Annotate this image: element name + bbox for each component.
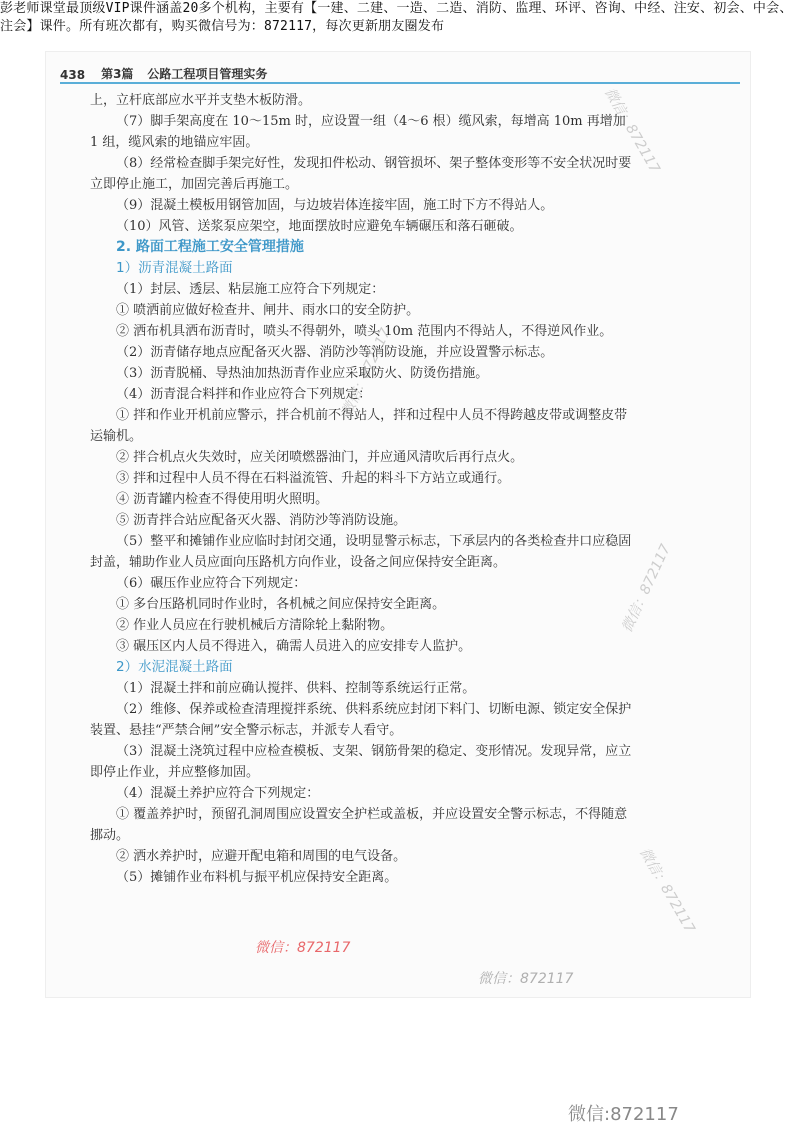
paragraph: （2）沥青储存地点应配备灭火器、消防沙等消防设施，并应设置警示标志。 bbox=[116, 345, 554, 360]
watermark-red: 微信：872117 bbox=[255, 940, 351, 956]
section-heading: 2. 路面工程施工安全管理措施 bbox=[116, 239, 304, 255]
section-heading: 2）水泥混凝土路面 bbox=[116, 659, 233, 675]
paragraph: （4）沥青混合料拌和作业应符合下列规定： bbox=[116, 387, 372, 402]
paragraph: （5）整平和摊铺作业应临时封闭交通，设明显警示标志，下承层内的各类检查井口应稳固封盖，辅助作业人员应面向压路机方向作业，设备之间应保持安全距离。 bbox=[90, 534, 632, 570]
paragraph: ③ 碾压区内人员不得进入，确需人员进入的应安排专人监护。 bbox=[116, 639, 472, 654]
paragraph: ② 作业人员应在行驶机械后方清除轮上黏附物。 bbox=[116, 618, 394, 633]
section-title: 公路工程项目管理实务 bbox=[147, 67, 268, 81]
paragraph: （5）摊铺作业布料机与振平机应保持安全距离。 bbox=[116, 870, 398, 885]
paragraph: ② 洒水养护时，应避开配电箱和周围的电气设备。 bbox=[116, 849, 407, 864]
section-label: 第3篇 bbox=[101, 67, 134, 81]
paragraph: （6）碾压作业应符合下列规定： bbox=[116, 576, 307, 591]
paragraph: ② 洒布机具洒布沥青时，喷头不得朝外，喷头 10m 范围内不得站人，不得逆风作业。 bbox=[116, 324, 613, 339]
paragraph: （1）封层、透层、粘层施工应符合下列规定： bbox=[116, 282, 385, 297]
paragraph: （1）混凝土拌和前应确认搅拌、供料、控制等系统运行正常。 bbox=[116, 681, 476, 696]
paragraph: （9）混凝土模板用钢管加固，与边坡岩体连接牢固，施工时下方不得站人。 bbox=[116, 198, 554, 213]
section-heading: 1）沥青混凝土路面 bbox=[116, 260, 233, 276]
watermark-bottom: 微信:872117 bbox=[568, 1104, 679, 1125]
paragraph: （7）脚手架高度在 10～15m 时，应设置一组（4～6 根）缆风索，每增高 10m 再增加 1 组，缆风索的地锚应牢固。 bbox=[90, 114, 626, 150]
paragraph: ① 拌和作业开机前应警示，拌合机前不得站人，拌和过程中人员不得跨越皮带或调整皮带运输机。 bbox=[90, 408, 628, 444]
paragraph: （3）沥青脱桶、导热油加热沥青作业应采取防火、防烫伤措施。 bbox=[116, 366, 489, 381]
watermark-faint: 微信：872117 bbox=[619, 541, 675, 636]
watermark-gray: 微信：872117 bbox=[478, 971, 574, 987]
promo-banner: 彭老师课堂最顶级VIP课件涵盖20多个机构，主要有【一建、二建、一造、二造、消防、监理、环评、咨询、中经、注安、初会、中会、注会】课件。所有班次都有，购买微信号为：872117，每次更新朋友圈发布 bbox=[0, 1, 793, 34]
paragraph: （3）混凝土浇筑过程中应检查模板、支架、钢筋骨架的稳定、变形情况。发现异常，应立即停止作业，并应整修加固。 bbox=[90, 744, 632, 780]
page-body bbox=[90, 90, 635, 888]
watermark-faint: 微信：872117 bbox=[601, 85, 663, 176]
header-rule bbox=[60, 82, 740, 84]
paragraph: ① 覆盖养护时，预留孔洞周围应设置安全护栏或盖板，并应设置安全警示标志，不得随意挪动。 bbox=[90, 807, 628, 843]
paragraph: （2）维修、保养或检查清理搅拌系统、供料系统应封闭下料门、切断电源、锁定安全保护装置、悬挂“严禁合闸”安全警示标志，并派专人看守。 bbox=[90, 702, 632, 738]
paragraph: （10）风管、送浆泵应架空，地面摆放时应避免车辆碾压和落石砸破。 bbox=[116, 219, 523, 234]
paragraph: ⑤ 沥青拌合站应配备灭火器、消防沙等消防设施。 bbox=[116, 513, 407, 528]
paragraph: （8）经常检查脚手架完好性，发现扣件松动、钢管损坏、架子整体变形等不安全状况时要立即停止施工，加固完善后再施工。 bbox=[90, 156, 632, 192]
paragraph: ① 喷洒前应做好检查井、闸井、雨水口的安全防护。 bbox=[116, 303, 420, 318]
paragraph: （4）混凝土养护应符合下列规定： bbox=[116, 786, 320, 801]
paragraph: 上，立杆底部应水平并支垫木板防滑。 bbox=[90, 93, 312, 108]
paragraph: ③ 拌和过程中人员不得在石料溢流管、升起的料斗下方站立或通行。 bbox=[116, 471, 511, 486]
page-header bbox=[60, 58, 740, 82]
paragraph: ① 多台压路机同时作业时，各机械之间应保持安全距离。 bbox=[116, 597, 446, 612]
watermark-faint: 微信：872117 bbox=[636, 845, 698, 936]
paragraph: ④ 沥青罐内检查不得使用明火照明。 bbox=[116, 492, 329, 507]
paragraph: ② 拌合机点火失效时，应关闭喷燃器油门，并应通风清吹后再行点火。 bbox=[116, 450, 524, 465]
page-number: 438 bbox=[60, 68, 86, 82]
watermark-faint: 微信：872117 bbox=[339, 325, 395, 420]
